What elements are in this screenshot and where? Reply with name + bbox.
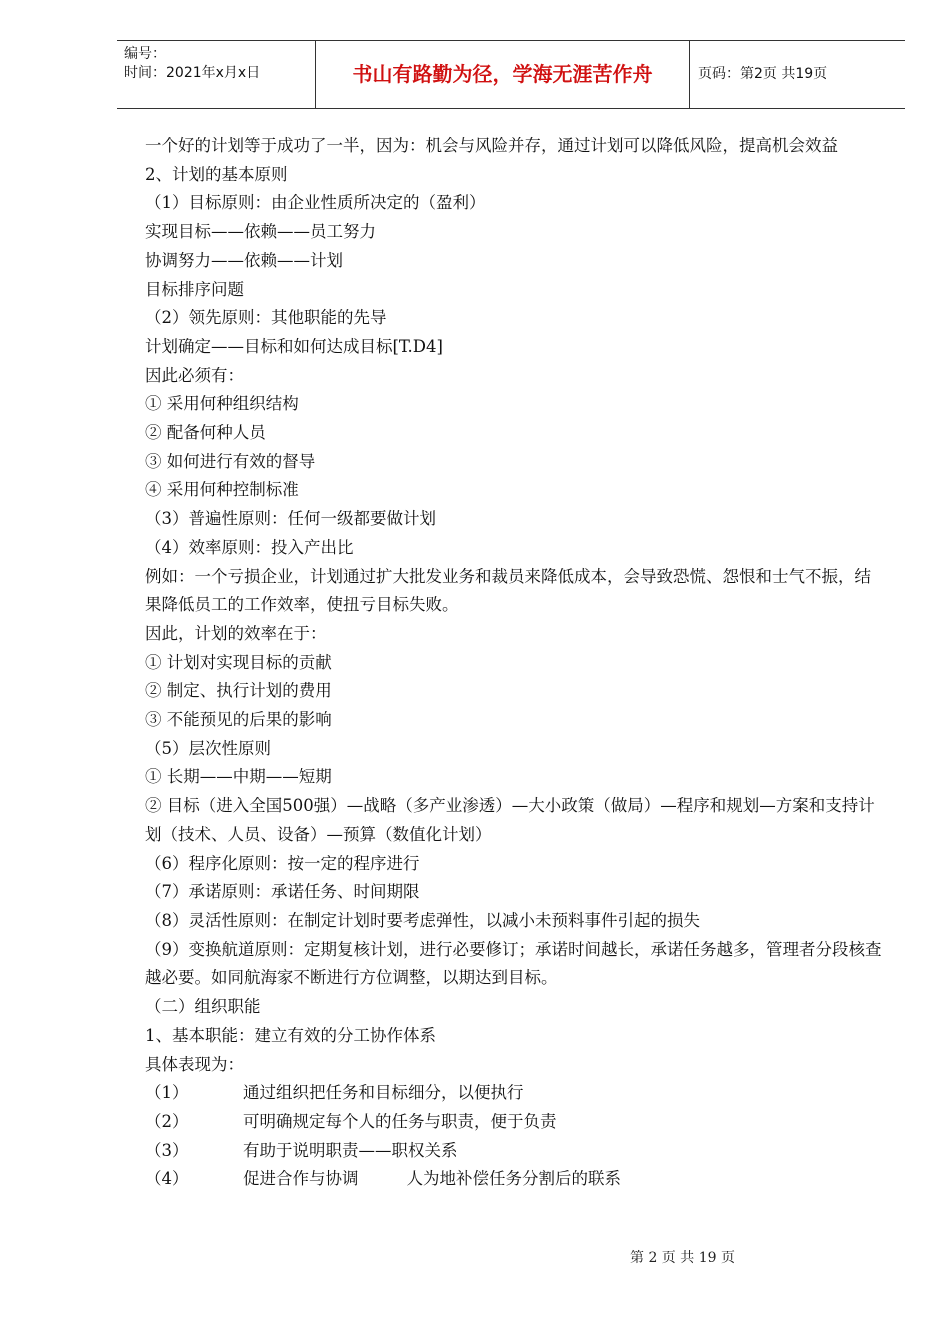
paragraph: 计划确定——目标和如何达成目标[T.D4] (145, 336, 443, 356)
item-text: 通过组织把任务和目标细分，以便执行 (243, 1083, 524, 1103)
numbered-item (145, 1079, 885, 1108)
list-item: ② 目标（进入全国500强）—战略（多产业渗透）—大小政策（做局）—程序和规划—方案和支持计划（技术、人员、设备）—预算（数值化计划） (145, 796, 875, 844)
paragraph: （2）领先原则：其他职能的先导 (145, 308, 387, 328)
paragraph: （3）普遍性原则：任何一级都要做计划 (145, 509, 436, 529)
paragraph: （8）灵活性原则：在制定计划时要考虑弹性，以减小未预料事件引起的损失 (145, 910, 700, 930)
paragraph: （6）程序化原则：按一定的程序进行 (145, 853, 420, 873)
item-number: （1） (145, 1083, 189, 1103)
paragraph: （9）变换航道原则：定期复核计划，进行必要修订；承诺时间越长，承诺任务越多，管理者分段核查越必要。如同航海家不断进行方位调整，以期达到目标。 (145, 939, 882, 988)
list-item: ③ 如何进行有效的督导 (145, 451, 316, 471)
list-item: ① 长期——中期——短期 (145, 767, 332, 787)
paragraph: 具体表现为： (145, 1054, 244, 1074)
paragraph: 目标排序问题 (145, 279, 244, 299)
item-extra-text: 人为地补偿任务分割后的联系 (406, 1169, 621, 1189)
item-text: 可明确规定每个人的任务与职责，便于负责 (243, 1111, 557, 1131)
list-item: ① 采用何种组织结构 (145, 394, 299, 414)
page-footer: 第 2 页 共 19 页 (630, 1250, 735, 1266)
paragraph: 一个好的计划等于成功了一半，因为：机会与风险并存，通过计划可以降低风险，提高机会效益 (145, 136, 838, 155)
paragraph: （7）承诺原则：承诺任务、时间期限 (145, 882, 420, 902)
list-item: ① 计划对实现目标的贡献 (145, 652, 332, 672)
paragraph: 实现目标——依赖——员工努力 (145, 222, 376, 242)
paragraph: 因此，计划的效率在于： (145, 623, 327, 643)
paragraph: 例如：一个亏损企业，计划通过扩大批发业务和裁员来降低成本，会导致恐慌、怨恨和士气不振，结果降低员工的工作效率，使扭亏目标失败。 (145, 566, 871, 615)
list-item: ② 配备何种人员 (145, 423, 266, 443)
document-body (145, 132, 885, 1194)
numbered-item (145, 1137, 885, 1166)
header-page-code: 页码：第2页 共19页 (698, 66, 828, 82)
time-label: 时间：2021年x月x日 (124, 65, 261, 81)
item-text: 有助于说明职责——职权关系 (243, 1140, 458, 1160)
item-number: （3） (145, 1140, 189, 1160)
item-number: （4） (145, 1169, 189, 1189)
list-item: ④ 采用何种控制标准 (145, 480, 299, 500)
item-number: （2） (145, 1111, 189, 1131)
header-motto: 书山有路勤为径，学海无涯苦作舟 (316, 41, 690, 108)
paragraph: （1）目标原则：由企业性质所决定的（盈利） (145, 193, 486, 213)
list-item: ③ 不能预见的后果的影响 (145, 710, 332, 730)
numbered-item (145, 1165, 885, 1194)
numbered-item (145, 1108, 885, 1137)
section-heading: （二）组织职能 (145, 997, 261, 1017)
header-meta (117, 41, 316, 108)
item-text: 促进合作与协调 (243, 1169, 359, 1189)
paragraph: （4）效率原则：投入产出比 (145, 537, 354, 557)
page-header (117, 40, 905, 109)
number-label: 编号： (124, 46, 166, 62)
paragraph: （5）层次性原则 (145, 738, 271, 758)
paragraph: 1、基本职能：建立有效的分工协作体系 (145, 1025, 436, 1045)
paragraph: 协调努力——依赖——计划 (145, 250, 343, 270)
paragraph: 2、计划的基本原则 (145, 164, 288, 184)
paragraph: 因此必须有： (145, 365, 244, 385)
list-item: ② 制定、执行计划的费用 (145, 681, 332, 701)
